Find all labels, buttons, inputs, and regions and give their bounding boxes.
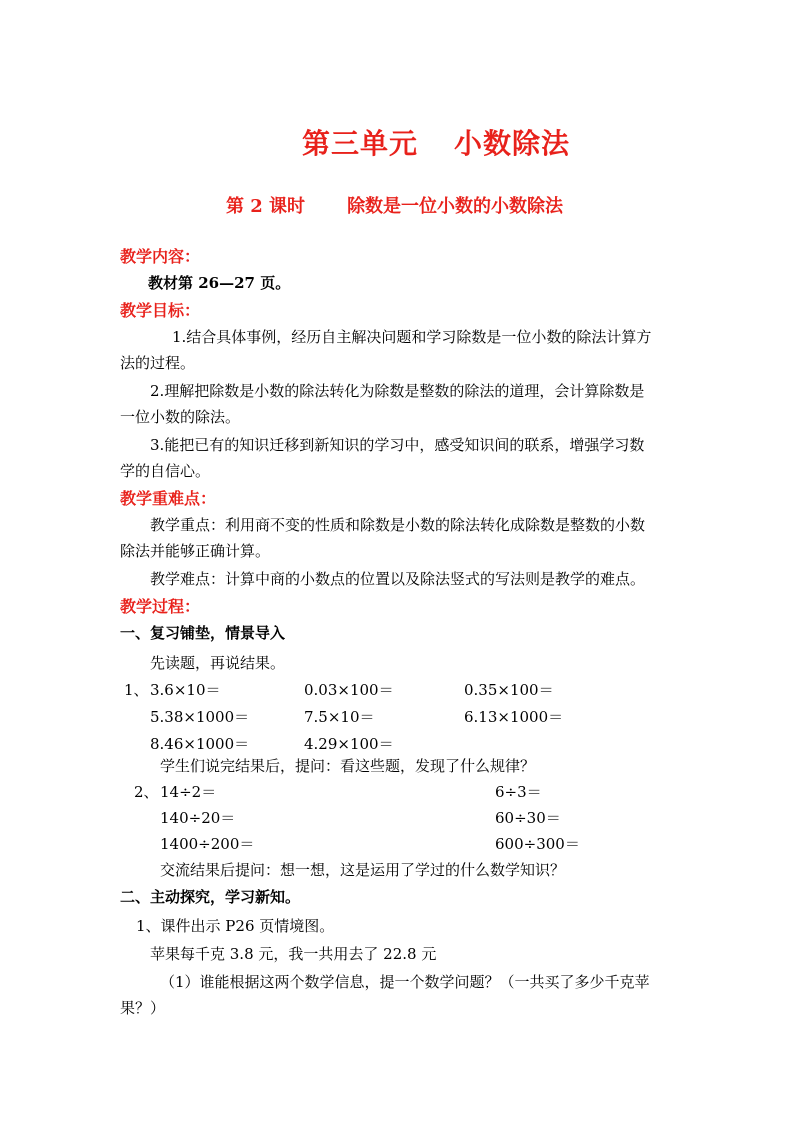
q1-label: 1、	[124, 681, 149, 699]
goal-2-line1: 2.理解把除数是小数的除法转化为除数是整数的除法的道理，会计算除数是	[150, 382, 645, 400]
unit-title-name: 小数除法	[454, 127, 571, 160]
lesson-title	[226, 192, 563, 218]
key-points-heading: 教学重难点：	[120, 489, 217, 508]
goal-1-line1: 1.结合具体事例，经历自主解决问题和学习除数是一位小数的除法计算方	[172, 328, 652, 346]
difficult-point: 教学难点：计算中商的小数点的位置以及除法竖式的写法则是教学的难点。	[150, 570, 646, 588]
q2-followup: 交流结果后提问：想一想，这是运用了学过的什么数学知识？	[160, 861, 566, 879]
goal-3-line2: 学的自信心。	[120, 462, 211, 480]
part2-item1: 1、课件出示 P26 页情境图。	[136, 917, 335, 935]
part1-title: 一、复习铺垫，情景导入	[120, 624, 286, 642]
q1-r3-c1: 8.46×1000＝	[150, 735, 250, 753]
q1-r1-c1: 3.6×10＝	[150, 681, 221, 699]
process-heading: 教学过程：	[120, 597, 201, 616]
part2-title: 二、主动探究，学习新知。	[120, 888, 301, 906]
content-heading: 教学内容：	[120, 247, 201, 266]
q1-followup: 学生们说完结果后，提问：看这些题，发现了什么规律？	[160, 757, 536, 775]
q2-r3-c2: 600÷300＝	[495, 835, 580, 853]
q2-r1-c2: 6÷3＝	[495, 783, 542, 801]
q2-r3-c1: 1400÷200＝	[160, 835, 255, 853]
goal-3-line1: 3.能把已有的知识迁移到新知识的学习中，感受知识间的联系，增强学习数	[150, 436, 645, 454]
unit-title	[302, 122, 570, 162]
part2-question-line2: 果？）	[120, 999, 166, 1017]
unit-title-number: 第三单元	[302, 127, 419, 160]
q1-r2-c2: 7.5×10＝	[304, 708, 375, 726]
key-point-line2: 除法并能够正确计算。	[120, 542, 271, 560]
q2-label: 2、	[134, 783, 159, 801]
goal-2-line2: 一位小数的除法。	[120, 408, 241, 426]
lesson-number: 第 2 课时	[226, 196, 306, 217]
part2-scenario: 苹果每千克 3.8 元，我一共用去了 22.8 元	[150, 945, 437, 963]
q1-r2-c1: 5.38×1000＝	[150, 708, 250, 726]
goal-1-line2: 法的过程。	[120, 354, 196, 372]
q2-r2-c1: 140÷20＝	[160, 809, 236, 827]
goals-heading: 教学目标：	[120, 301, 201, 320]
q1-r1-c3: 0.35×100＝	[464, 681, 554, 699]
part2-question-line1: （1）谁能根据这两个数学信息，提一个数学问题？（一共买了多少千克苹	[160, 973, 650, 991]
key-point-line1: 教学重点：利用商不变的性质和除数是小数的除法转化成除数是整数的小数	[150, 516, 646, 534]
q1-r2-c3: 6.13×1000＝	[464, 708, 564, 726]
q2-r2-c2: 60÷30＝	[495, 809, 561, 827]
q1-r1-c2: 0.03×100＝	[304, 681, 394, 699]
part1-intro: 先读题，再说结果。	[150, 654, 286, 672]
q2-r1-c1: 14÷2＝	[160, 783, 217, 801]
lesson-name: 除数是一位小数的小数除法	[347, 196, 564, 217]
content-text: 教材第 26—27 页。	[148, 274, 291, 292]
q1-r3-c2: 4.29×100＝	[304, 735, 394, 753]
